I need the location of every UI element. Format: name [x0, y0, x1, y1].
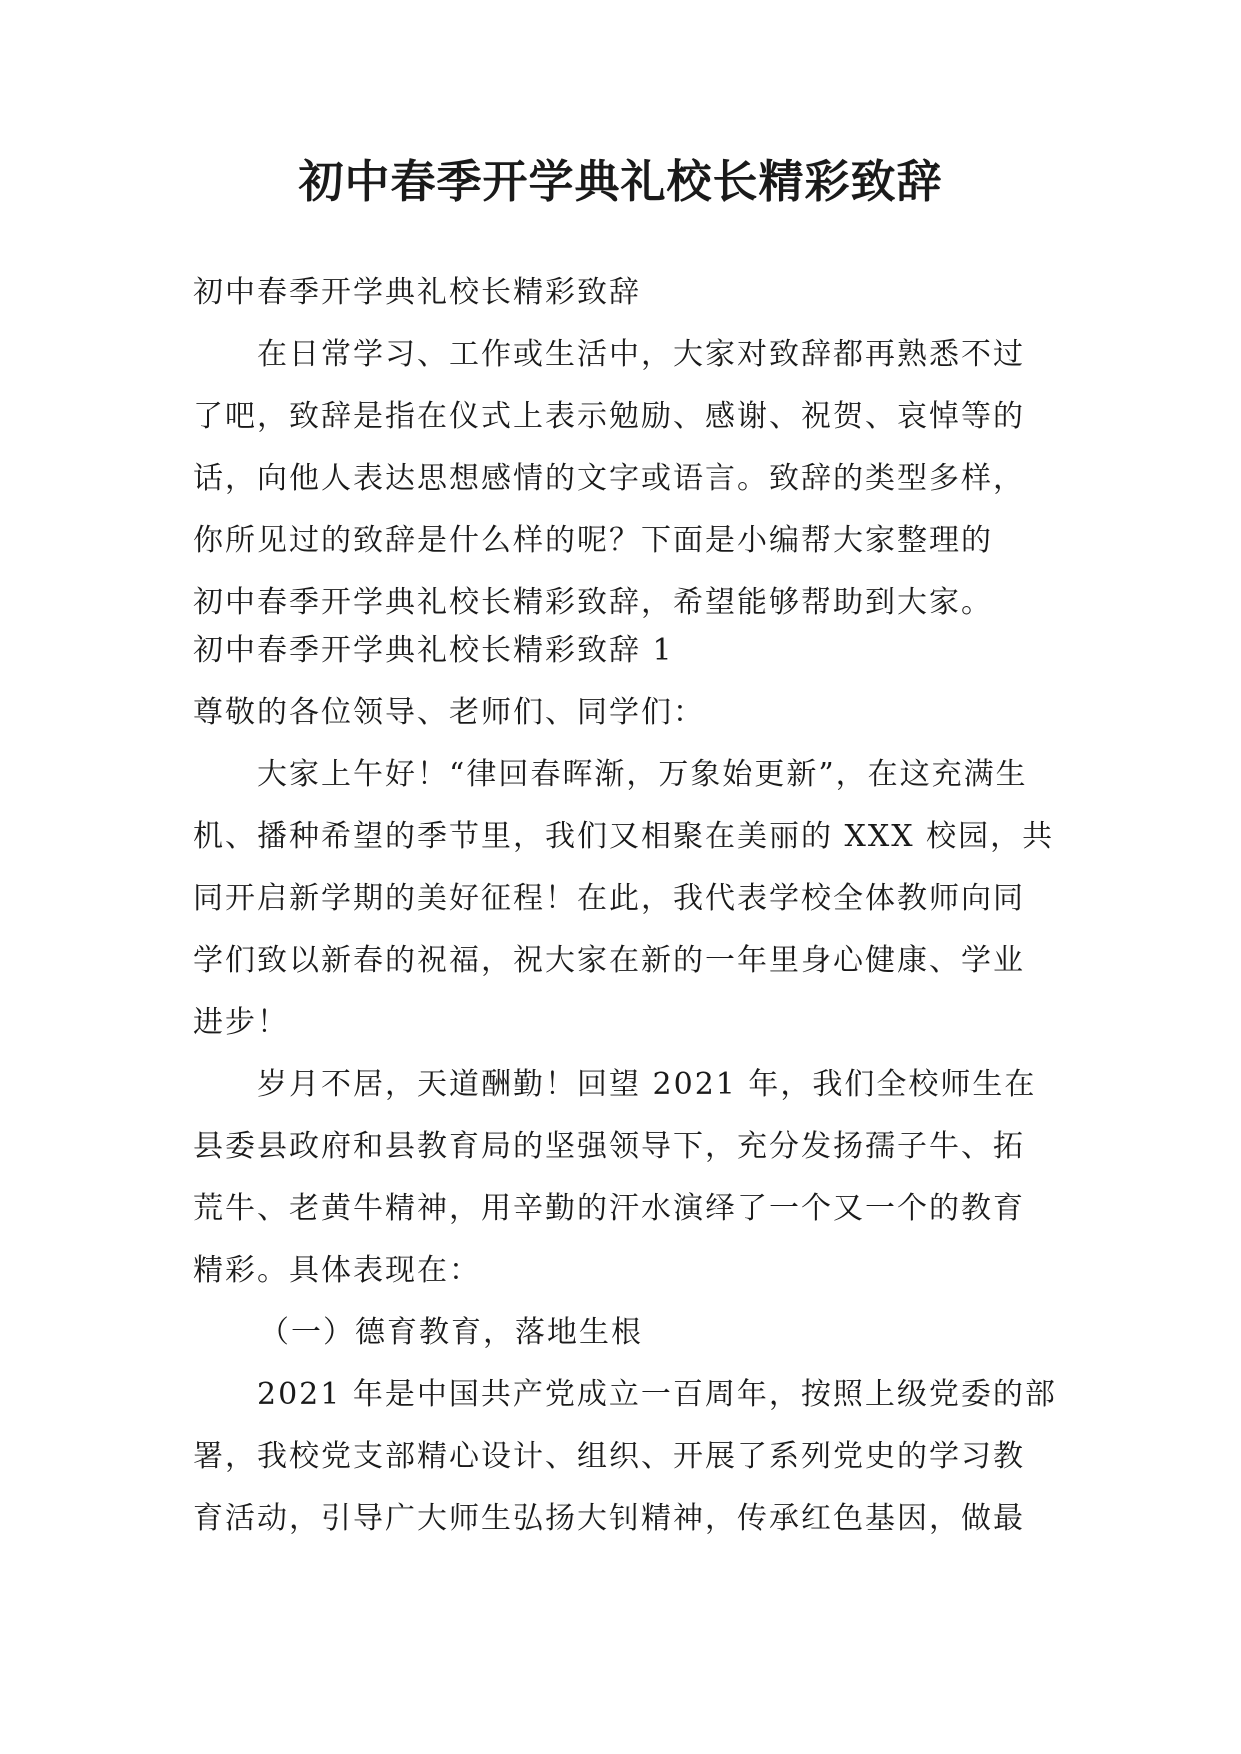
paragraph-line: 荒牛、老黄牛精神，用辛勤的汗水演绎了一个又一个的教育 [193, 1191, 1025, 1226]
document-title: 初中春季开学典礼校长精彩致辞 [298, 155, 943, 208]
subtitle-line: 初中春季开学典礼校长精彩致辞 [193, 275, 641, 310]
paragraph-line: 同开启新学期的美好征程！在此，我代表学校全体教师向同 [193, 881, 1025, 916]
paragraph-line: 话，向他人表达思想感情的文字或语言。致辞的类型多样， [193, 461, 1025, 496]
paragraph-line: 署，我校党支部精心设计、组织、开展了系列党史的学习教 [193, 1439, 1025, 1474]
subsection-heading: （一）德育教育，落地生根 [259, 1315, 643, 1350]
paragraph-line: 初中春季开学典礼校长精彩致辞，希望能够帮助到大家。 [193, 585, 993, 620]
paragraph-line: 你所见过的致辞是什么样的呢？下面是小编帮大家整理的 [193, 523, 993, 558]
speech-block [193, 620, 1057, 1550]
paragraph-line: 学们致以新春的祝福，祝大家在新的一年里身心健康、学业 [193, 943, 1025, 978]
paragraph-line: 机、播种希望的季节里，我们又相聚在美丽的 XXX 校园，共 [193, 819, 1055, 854]
paragraph-line: 育活动，引导广大师生弘扬大钊精神，传承红色基因，做最 [193, 1501, 1025, 1536]
paragraph-line: 在日常学习、工作或生活中，大家对致辞都再熟悉不过 [257, 337, 1025, 372]
section-heading: 初中春季开学典礼校长精彩致辞 1 [193, 633, 674, 668]
paragraph-line: 进步！ [193, 1005, 289, 1040]
paragraph-line: 了吧，致辞是指在仪式上表示勉励、感谢、祝贺、哀悼等的 [193, 399, 1025, 434]
salutation-line: 尊敬的各位领导、老师们、同学们： [193, 695, 705, 730]
paragraph-line: 大家上午好！“律回春晖渐，万象始更新”，在这充满生 [257, 757, 1028, 792]
intro-block [193, 262, 1053, 634]
paragraph-line: 精彩。具体表现在： [193, 1253, 481, 1288]
paragraph-line: 岁月不居，天道酬勤！回望 2021 年，我们全校师生在 [257, 1067, 1037, 1102]
paragraph-line: 县委县政府和县教育局的坚强领导下，充分发扬孺子牛、拓 [193, 1129, 1025, 1164]
paragraph-line: 2021 年是中国共产党成立一百周年，按照上级党委的部 [257, 1377, 1057, 1412]
